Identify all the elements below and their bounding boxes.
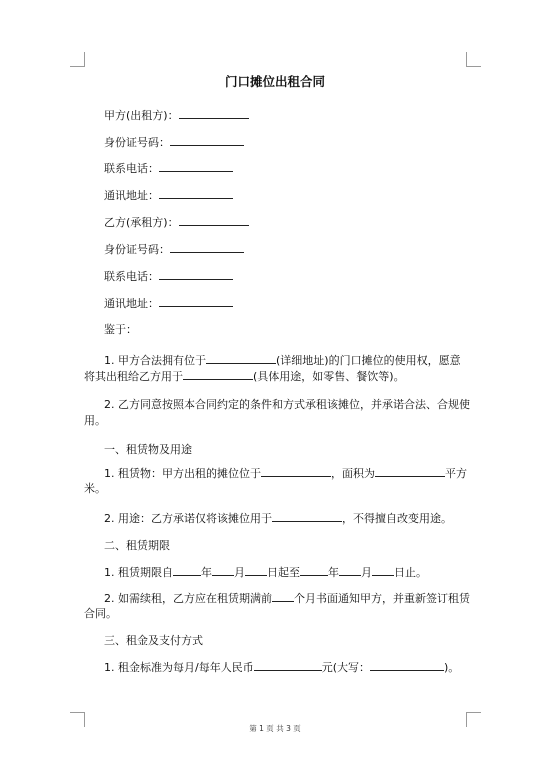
section-3-item-1 [104, 659, 459, 676]
clause-1-line-1 [104, 352, 461, 369]
party-a-id-field [104, 134, 244, 151]
crop-mark-top-left [70, 52, 85, 67]
section-2-item-2-line-2: 合同。 [84, 607, 117, 620]
party-b-blank[interactable] [179, 214, 249, 226]
party-a-field [104, 107, 249, 124]
section-1-item-2 [104, 510, 452, 527]
whereas-heading: 鉴于： [104, 323, 137, 336]
section-2-item-2-line-1 [104, 590, 470, 607]
party-a-blank[interactable] [179, 107, 249, 119]
crop-mark-top-right [466, 52, 481, 67]
page-footer: 第 1 页 共 3 页 [249, 724, 301, 733]
section-1-item-1-line-2: 米。 [84, 482, 106, 495]
start-day-blank[interactable] [245, 564, 267, 576]
section-1-item-1-line-1 [104, 465, 467, 482]
section-2-text-d: 日起至 [267, 566, 300, 579]
section-2-item-2-text-b: 个月书面通知甲方，并重新签订租赁 [294, 592, 470, 605]
party-b-address-field [104, 295, 233, 312]
section-1-use-blank[interactable] [272, 510, 342, 522]
section-1-item-1-text-c: 平方 [445, 467, 467, 480]
clause-1-text-a: 1. 甲方合法拥有位于 [104, 354, 206, 367]
end-year-blank[interactable] [300, 564, 328, 576]
section-3-heading: 三、租金及支付方式 [104, 634, 203, 647]
party-b-id-field [104, 241, 244, 258]
section-1-heading: 一、租赁物及用途 [104, 443, 192, 456]
section-2-heading: 二、租赁期限 [104, 539, 170, 552]
section-1-item-1-text-a: 1. 租赁物：甲方出租的摊位位于 [104, 467, 261, 480]
clause-1-address-blank[interactable] [206, 352, 276, 364]
start-month-blank[interactable] [212, 564, 234, 576]
party-b-phone-field [104, 268, 233, 285]
party-b-field [104, 214, 249, 231]
section-2-month-label-2: 月 [361, 566, 372, 579]
section-2-item-1 [104, 564, 427, 581]
party-b-phone-blank[interactable] [159, 268, 233, 280]
section-2-year-label-2: 年 [328, 566, 339, 579]
section-2-item-2-text-a: 2. 如需续租，乙方应在租赁期满前 [104, 592, 272, 605]
clause-2-line-1: 2. 乙方同意按照本合同约定的条件和方式承租该摊位，并承诺合法、合规使 [104, 398, 470, 411]
party-b-phone-label: 联系电话： [104, 270, 159, 283]
section-3-item-1-text-c: )。 [444, 661, 460, 674]
clause-1-use-blank[interactable] [183, 368, 253, 380]
party-b-id-label: 身份证号码： [104, 243, 170, 256]
party-a-address-field [104, 187, 233, 204]
party-b-address-label: 通讯地址： [104, 297, 159, 310]
rent-amount-blank[interactable] [254, 659, 322, 671]
party-a-phone-field [104, 160, 233, 177]
clause-1-line-2 [84, 368, 405, 385]
party-b-id-blank[interactable] [170, 241, 244, 253]
clause-1-text-d: (具体用途，如零售、餐饮等)。 [253, 370, 405, 383]
clause-2-line-2: 用。 [84, 414, 106, 427]
party-b-address-blank[interactable] [159, 295, 233, 307]
section-2-item-1-text-a: 1. 租赁期限自 [104, 566, 173, 579]
clause-1-text-b: (详细地址)的门口摊位的使用权，愿意 [276, 354, 461, 367]
section-1-location-blank[interactable] [261, 465, 331, 477]
party-a-label: 甲方(出租方)： [104, 109, 179, 122]
party-a-phone-blank[interactable] [159, 160, 233, 172]
section-1-item-2-text-a: 2. 用途：乙方承诺仅将该摊位用于 [104, 512, 272, 525]
end-day-blank[interactable] [372, 564, 394, 576]
section-1-item-1-text-b: ，面积为 [331, 467, 375, 480]
party-a-id-blank[interactable] [170, 134, 244, 146]
document-title: 门口摊位出租合同 [224, 74, 325, 89]
rent-amount-words-blank[interactable] [370, 659, 444, 671]
party-b-label: 乙方(承租方)： [104, 216, 179, 229]
section-2-year-label-1: 年 [201, 566, 212, 579]
party-a-address-label: 通讯地址： [104, 189, 159, 202]
section-1-area-blank[interactable] [375, 465, 445, 477]
party-a-address-blank[interactable] [159, 187, 233, 199]
section-1-item-2-text-b: ，不得擅自改变用途。 [342, 512, 452, 525]
start-year-blank[interactable] [173, 564, 201, 576]
party-a-id-label: 身份证号码： [104, 136, 170, 149]
section-3-item-1-text-a: 1. 租金标准为每月/每年人民币 [104, 661, 254, 674]
end-month-blank[interactable] [339, 564, 361, 576]
section-2-month-label-1: 月 [234, 566, 245, 579]
clause-1-text-c: 将其出租给乙方用于 [84, 370, 183, 383]
renewal-months-blank[interactable] [272, 590, 294, 602]
section-2-text-g: 日止。 [394, 566, 427, 579]
party-a-phone-label: 联系电话： [104, 162, 159, 175]
section-3-item-1-text-b: 元(大写： [321, 661, 370, 674]
